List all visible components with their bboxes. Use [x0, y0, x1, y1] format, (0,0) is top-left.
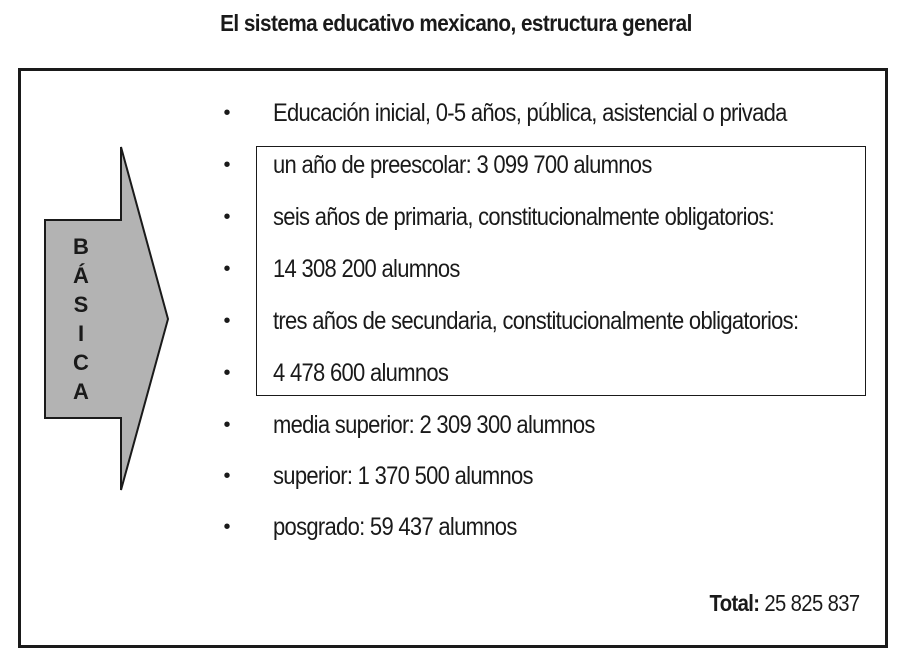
- list-item-text: superior: 1 370 500 alumnos: [273, 461, 533, 490]
- total-value: 25 825 837: [764, 590, 860, 616]
- basica-letter: Á: [73, 263, 89, 288]
- bullet-icon: •: [223, 102, 231, 124]
- bullet-icon: •: [223, 516, 231, 538]
- list-item-text: Educación inicial, 0-5 años, pública, asistencial o privada: [273, 98, 787, 127]
- bullet-icon: •: [223, 465, 231, 487]
- total-label: Total:: [709, 590, 760, 616]
- list-item-posgrado: [220, 509, 517, 545]
- basica-letter: C: [73, 350, 89, 375]
- bullet-icon: •: [223, 258, 231, 280]
- list-item-text: media superior: 2 309 300 alumnos: [273, 410, 595, 439]
- list-item-text: un año de preescolar: 3 099 700 alumnos: [273, 150, 652, 179]
- page-title: El sistema educativo mexicano, estructura general: [220, 10, 692, 36]
- list-item-text: tres años de secundaria, constitucionalmente obligatorios:: [273, 306, 799, 335]
- bullet-icon: •: [223, 154, 231, 176]
- basica-arrow-icon: [44, 146, 170, 492]
- bullet-icon: •: [223, 414, 231, 436]
- list-item-primaria-alumnos: [220, 251, 460, 287]
- basica-letter: B: [73, 234, 89, 259]
- list-item-media-superior: [220, 407, 595, 443]
- list-item-superior: [220, 458, 533, 494]
- list-item-text: 4 478 600 alumnos: [273, 358, 449, 387]
- total-summary: [710, 590, 860, 617]
- list-item-text: seis años de primaria, constitucionalmente obligatorios:: [273, 202, 775, 231]
- basica-label: [66, 232, 96, 406]
- bullet-icon: •: [223, 310, 231, 332]
- list-item-primaria: [220, 199, 775, 235]
- basica-letter: A: [73, 379, 89, 404]
- bullet-icon: •: [223, 362, 231, 384]
- basica-letter: S: [73, 292, 89, 317]
- list-item-text: 14 308 200 alumnos: [273, 254, 460, 283]
- list-item-preescolar: [220, 147, 652, 183]
- list-item-secundaria: [220, 303, 799, 339]
- basica-letter: I: [77, 321, 85, 346]
- bullet-icon: •: [223, 206, 231, 228]
- list-item-text: posgrado: 59 437 alumnos: [273, 512, 517, 541]
- list-item-secundaria-alumnos: [220, 355, 449, 391]
- list-item-inicial: [220, 95, 787, 131]
